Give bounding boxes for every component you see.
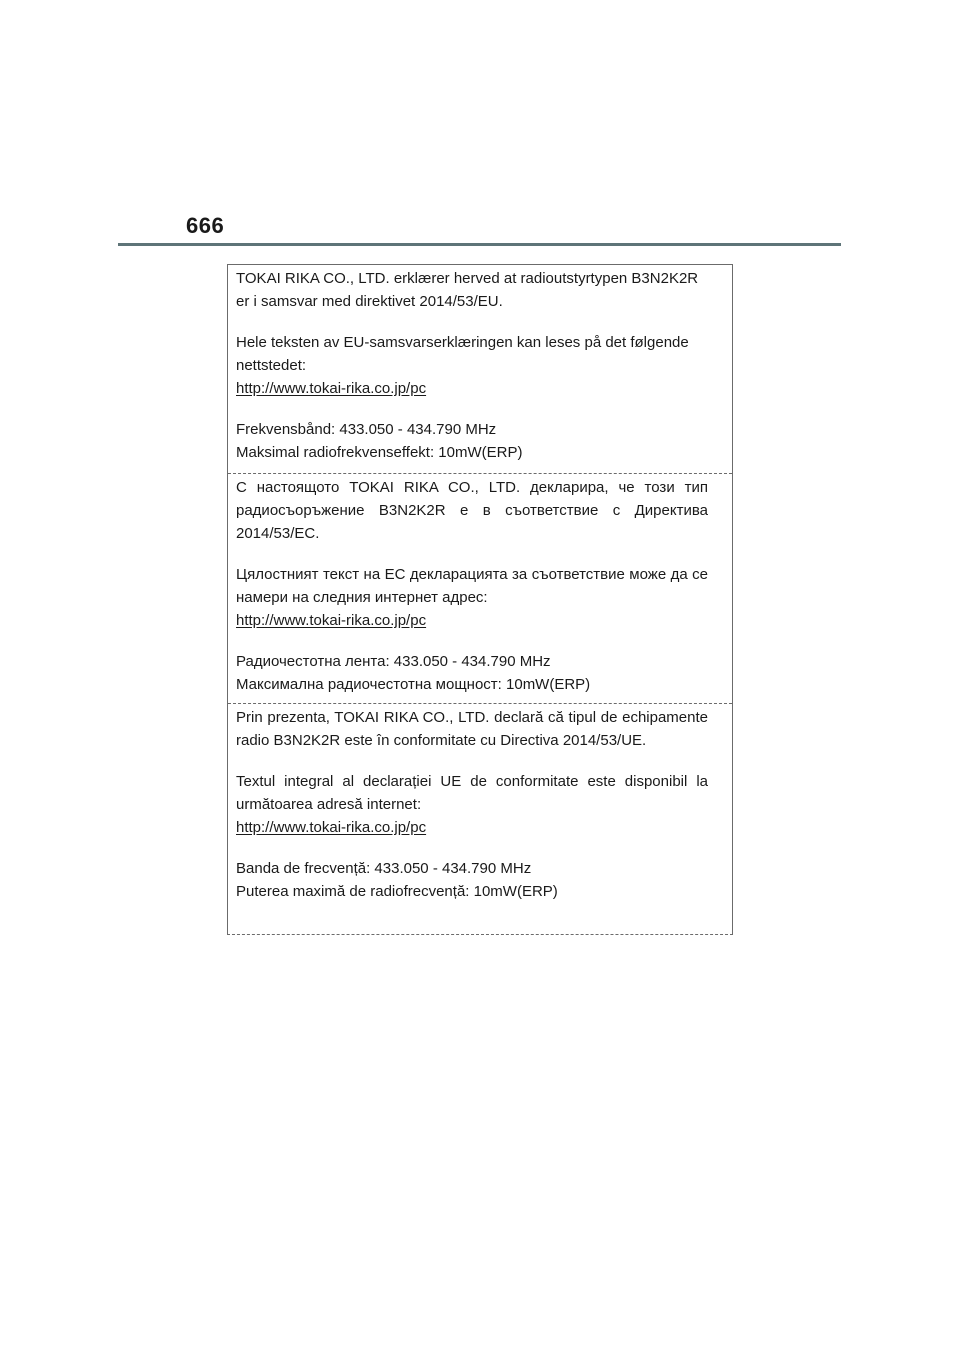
page-number: 666 [186, 213, 225, 238]
frequency-band: Banda de frecvență: 433.050 - 434.790 MHz [236, 860, 532, 877]
declaration-url-link[interactable]: http://www.tokai-rika.co.jp/pc [236, 612, 427, 629]
header-rule [118, 243, 841, 246]
declaration-url-link[interactable]: http://www.tokai-rika.co.jp/pc [236, 380, 427, 397]
full-text-notice: Textul integral al declarației UE de conformitate este disponibil la următoarea adresă internet: [236, 773, 708, 813]
declaration-url-link[interactable]: http://www.tokai-rika.co.jp/pc [236, 819, 427, 836]
declaration-text: Prin prezenta, TOKAI RIKA CO., LTD. declară că tipul de echipamente radio B3N2K2R este în conformitate cu Directiva 2014/53/UE. [236, 709, 708, 749]
declaration-text: TOKAI RIKA CO., LTD. erklærer herved at radioutstyrtypen B3N2K2R er i samsvar med direktivet 2014/53/EU. [236, 270, 699, 310]
section-bulgarian [228, 473, 732, 703]
max-power: Maksimal radiofrekvenseffekt: 10mW(ERP) [236, 444, 523, 461]
section-norwegian [228, 265, 732, 473]
declaration-text: С настоящото TOKAI RIKA CO., LTD. декларира, че този тип радиосъоръжение B3N2K2R е в съответствие с Директива 2014/53/ЕС. [236, 479, 708, 542]
full-text-notice: Hele teksten av EU-samsvarserklæringen kan leses på det følgende nettstedet: [236, 334, 689, 374]
max-power: Puterea maximă de radiofrecvență: 10mW(ERP) [236, 883, 558, 900]
full-text-notice: Цялостният текст на ЕС декларацията за съответствие може да се намери на следния интернет адрес: [236, 566, 708, 606]
declaration-box [227, 264, 733, 935]
section-romanian [228, 703, 732, 934]
frequency-band: Frekvensbånd: 433.050 - 434.790 MHz [236, 421, 497, 438]
max-power: Максимална радиочестотна мощност: 10mW(ERP) [236, 676, 591, 693]
frequency-band: Радиочестотна лента: 433.050 - 434.790 MHz [236, 653, 551, 670]
